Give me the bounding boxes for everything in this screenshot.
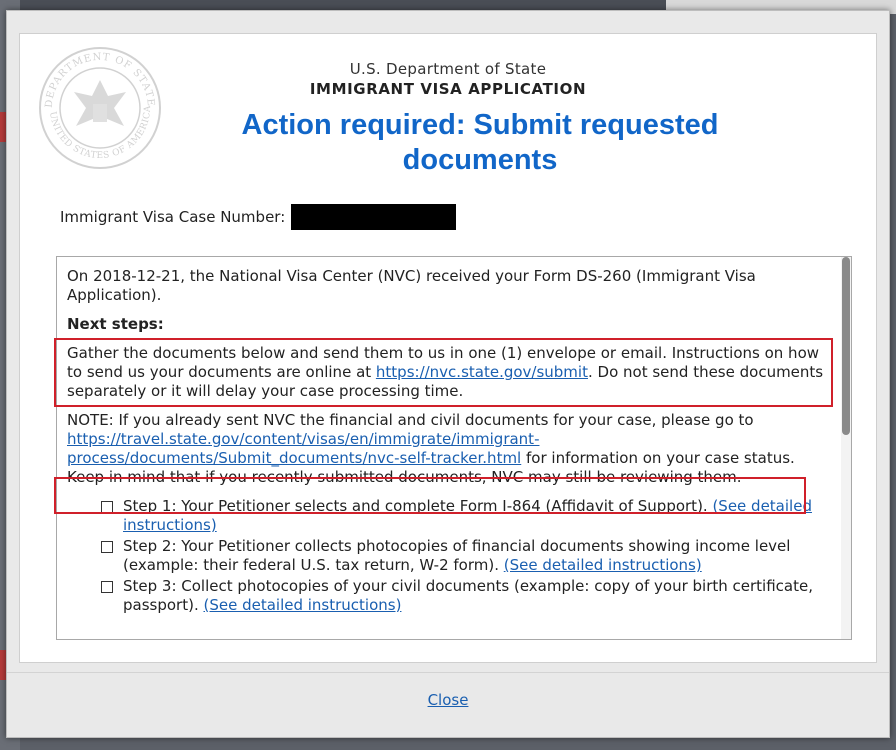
- checkbox-icon[interactable]: [101, 541, 113, 553]
- seal-ring-text-top: DEPARTMENT OF STATE: [43, 51, 157, 109]
- gather-documents-text: Gather the documents below and send them to us in one (1) envelope or email. Instructions on how to send us your documents are online at https://nvc.state.gov/submit. Do not send these documents separately or it will delay your case processing time.: [67, 344, 824, 400]
- submit-instructions-link[interactable]: https://nvc.state.gov/submit: [375, 363, 588, 381]
- step-3-instructions-link[interactable]: (See detailed instructions): [203, 596, 402, 614]
- step-2-instructions-link[interactable]: (See detailed instructions): [503, 556, 702, 574]
- department-name: U.S. Department of State: [349, 60, 547, 78]
- highlight-box-instructions: [54, 338, 833, 407]
- case-number-label: Immigrant Visa Case Number:: [60, 208, 286, 226]
- step-item: Step 2: Your Petitioner collects photocopies of financial documents showing income level (example: their federal U.S. tax return, W-2 form). (See detailed instructions): [101, 537, 831, 575]
- step-item: Step 1: Your Petitioner selects and complete Form I-864 (Affidavit of Support). (See detailed instructions): [101, 497, 831, 535]
- self-tracker-link[interactable]: https://travel.state.gov/content/visas/en/immigrate/immigrant-process/documents/Submit_documents/nvc-self-tracker.html: [67, 430, 540, 467]
- modal-dialog: [6, 10, 890, 738]
- page-title: Action required: Submit requested documents: [241, 109, 719, 176]
- seal-ring-text-bottom: UNITED STATES OF AMERICA: [47, 105, 154, 162]
- application-title: IMMIGRANT VISA APPLICATION: [309, 80, 587, 98]
- case-number-row: [60, 204, 456, 230]
- note-text: NOTE: If you already sent NVC the financial and civil documents for your case, please go to https://travel.state.gov/content/visas/en/immigrate/immigrant-process/documents/Submit_documents/nvc-self-tracker.html for information on your case status. Keep in mind that if you recently submitted documents, NVC may still be reviewing them.: [67, 411, 795, 486]
- step-item: Step 3: Collect photocopies of your civil documents (example: copy of your birth certificate, passport). (See detailed instructions): [101, 577, 831, 615]
- scrollbar-thumb[interactable]: [842, 257, 850, 435]
- instructions-content: [67, 267, 831, 617]
- intro-text: On 2018-12-21, the National Visa Center (NVC) received your Form DS-260 (Immigrant Visa Application).: [67, 267, 756, 304]
- next-steps-heading: Next steps:: [67, 315, 164, 333]
- highlight-box-note: [54, 477, 806, 514]
- scrollbar[interactable]: [841, 257, 851, 639]
- instructions-scroll-panel[interactable]: [56, 256, 852, 640]
- footer-divider: [7, 672, 889, 673]
- step-1-instructions-link[interactable]: (See detailed instructions): [123, 497, 812, 534]
- steps-list: [101, 497, 831, 615]
- close-button[interactable]: Close: [427, 691, 469, 709]
- checkbox-icon[interactable]: [101, 581, 113, 593]
- case-number-redacted: [291, 204, 456, 230]
